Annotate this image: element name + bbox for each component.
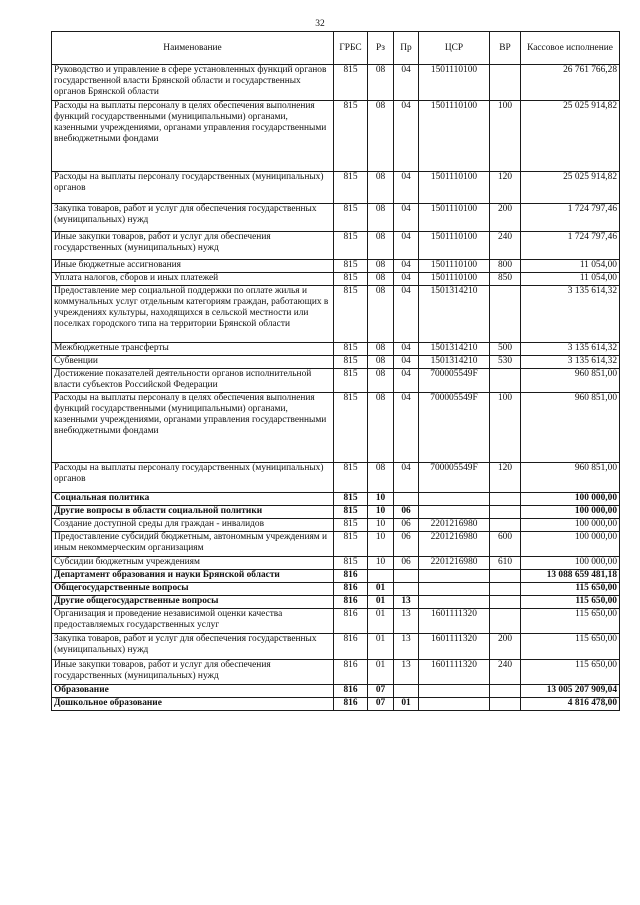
cell-pr: 13 [394,660,419,685]
cell-amount: 100 000,00 [521,519,620,532]
cell-amount: 100 000,00 [521,506,620,519]
cell-grbs: 815 [334,463,368,493]
cell-vr: 200 [490,634,521,660]
table-row [52,356,620,369]
table-row [52,583,620,596]
cell-csr: 1501110100 [419,232,490,260]
cell-amount: 3 135 614,32 [521,343,620,356]
table-row [52,532,620,557]
cell-amount: 115 650,00 [521,596,620,609]
cell-rz: 08 [368,172,394,204]
cell-rz: 08 [368,369,394,393]
cell-name: Субсидии бюджетным учреждениям [52,557,334,570]
cell-rz: 08 [368,463,394,493]
cell-amount: 26 761 766,28 [521,65,620,101]
table-row [52,519,620,532]
cell-vr: 530 [490,356,521,369]
table-row [52,393,620,463]
cell-grbs: 815 [334,232,368,260]
header-grbs: ГРБС [334,32,368,65]
cell-amount: 3 135 614,32 [521,356,620,369]
cell-rz: 08 [368,286,394,343]
cell-csr: 2201216980 [419,557,490,570]
cell-amount: 115 650,00 [521,609,620,634]
cell-csr: 700005549F [419,463,490,493]
cell-rz: 10 [368,519,394,532]
cell-name: Организация и проведение независимой оценки качества предоставляемых государственных услуг [52,609,334,634]
cell-csr [419,698,490,711]
cell-grbs: 815 [334,356,368,369]
cell-name: Другие вопросы в области социальной политики [52,506,334,519]
cell-rz: 08 [368,343,394,356]
cell-grbs: 815 [334,493,368,506]
cell-name: Социальная политика [52,493,334,506]
cell-csr: 1501110100 [419,65,490,101]
table-row [52,660,620,685]
table-row [52,286,620,343]
cell-amount: 960 851,00 [521,393,620,463]
cell-pr: 04 [394,393,419,463]
cell-csr: 1501314210 [419,343,490,356]
cell-rz: 01 [368,634,394,660]
cell-pr: 04 [394,343,419,356]
cell-pr [394,570,419,583]
cell-name: Иные закупки товаров, работ и услуг для обеспечения государственных (муниципальных) нужд [52,232,334,260]
cell-rz: 01 [368,596,394,609]
cell-name: Иные закупки товаров, работ и услуг для обеспечения государственных (муниципальных) нужд [52,660,334,685]
cell-name: Закупка товаров, работ и услуг для обеспечения государственных (муниципальных) нужд [52,204,334,232]
cell-grbs: 816 [334,596,368,609]
cell-grbs: 815 [334,273,368,286]
table-row [52,698,620,711]
table-body [52,65,620,711]
table-row [52,609,620,634]
table-row [52,493,620,506]
cell-grbs: 816 [334,570,368,583]
cell-pr: 06 [394,506,419,519]
cell-pr [394,493,419,506]
cell-vr: 120 [490,172,521,204]
cell-csr: 1601111320 [419,609,490,634]
cell-pr: 13 [394,596,419,609]
cell-grbs: 815 [334,369,368,393]
cell-vr: 200 [490,204,521,232]
cell-pr: 04 [394,65,419,101]
cell-rz: 08 [368,65,394,101]
cell-vr: 120 [490,463,521,493]
table-row [52,463,620,493]
cell-amount: 3 135 614,32 [521,286,620,343]
cell-name: Уплата налогов, сборов и иных платежей [52,273,334,286]
cell-grbs: 815 [334,506,368,519]
cell-csr: 1501110100 [419,204,490,232]
cell-rz [368,570,394,583]
cell-name: Закупка товаров, работ и услуг для обеспечения государственных (муниципальных) нужд [52,634,334,660]
cell-vr: 240 [490,232,521,260]
cell-pr: 04 [394,260,419,273]
cell-pr: 04 [394,172,419,204]
cell-pr: 06 [394,532,419,557]
cell-rz: 01 [368,660,394,685]
cell-pr: 04 [394,273,419,286]
cell-grbs: 816 [334,583,368,596]
cell-amount: 1 724 797,46 [521,232,620,260]
cell-pr: 04 [394,204,419,232]
cell-vr: 100 [490,101,521,172]
cell-name: Образование [52,685,334,698]
cell-amount: 4 816 478,00 [521,698,620,711]
cell-pr: 06 [394,519,419,532]
cell-name: Расходы на выплаты персоналу в целях обеспечения выполнения функций государственными (муниципальными) органами, казенными учреждениями, органами управления государственными внебюджетными фондами [52,393,334,463]
cell-csr [419,493,490,506]
cell-pr: 04 [394,356,419,369]
cell-amount: 100 000,00 [521,532,620,557]
cell-pr [394,583,419,596]
cell-grbs: 815 [334,204,368,232]
cell-grbs: 815 [334,532,368,557]
cell-rz: 07 [368,698,394,711]
cell-vr [490,286,521,343]
cell-amount: 115 650,00 [521,634,620,660]
table-row [52,101,620,172]
cell-pr: 04 [394,369,419,393]
cell-name: Общегосударственные вопросы [52,583,334,596]
cell-csr: 1501314210 [419,286,490,343]
header-row [52,32,620,65]
cell-rz: 08 [368,204,394,232]
cell-rz: 08 [368,393,394,463]
cell-amount: 25 025 914,82 [521,101,620,172]
table-row [52,273,620,286]
cell-rz: 08 [368,101,394,172]
header-pr: Пр [394,32,419,65]
cell-vr [490,65,521,101]
cell-amount: 960 851,00 [521,463,620,493]
cell-rz: 08 [368,356,394,369]
cell-rz: 01 [368,609,394,634]
cell-rz: 10 [368,532,394,557]
cell-grbs: 815 [334,172,368,204]
cell-pr: 04 [394,101,419,172]
cell-csr: 1501314210 [419,356,490,369]
cell-vr [490,506,521,519]
cell-pr [394,685,419,698]
cell-vr [490,685,521,698]
header-amount: Кассовое исполнение [521,32,620,65]
table-row [52,232,620,260]
table-row [52,65,620,101]
cell-rz: 10 [368,493,394,506]
cell-pr: 04 [394,463,419,493]
cell-vr [490,583,521,596]
cell-amount: 115 650,00 [521,660,620,685]
cell-csr [419,685,490,698]
cell-grbs: 816 [334,660,368,685]
cell-vr [490,570,521,583]
cell-grbs: 816 [334,698,368,711]
cell-vr [490,698,521,711]
cell-pr: 13 [394,634,419,660]
cell-vr [490,596,521,609]
cell-csr: 700005549F [419,369,490,393]
cell-rz: 01 [368,583,394,596]
cell-csr: 2201216980 [419,532,490,557]
table-row [52,506,620,519]
cell-name: Межбюджетные трансферты [52,343,334,356]
cell-name: Расходы на выплаты персоналу государственных (муниципальных) органов [52,463,334,493]
cell-grbs: 815 [334,101,368,172]
cell-rz: 08 [368,260,394,273]
cell-grbs: 815 [334,260,368,273]
table-row [52,557,620,570]
cell-name: Дошкольное образование [52,698,334,711]
cell-rz: 10 [368,557,394,570]
cell-name: Субвенции [52,356,334,369]
budget-table [51,31,620,711]
cell-grbs: 815 [334,393,368,463]
cell-amount: 115 650,00 [521,583,620,596]
table-row [52,260,620,273]
cell-amount: 1 724 797,46 [521,204,620,232]
table-row [52,343,620,356]
cell-csr: 1501110100 [419,172,490,204]
cell-grbs: 816 [334,634,368,660]
cell-csr: 1601111320 [419,660,490,685]
cell-csr: 700005549F [419,393,490,463]
cell-grbs: 816 [334,609,368,634]
cell-grbs: 816 [334,685,368,698]
table-row [52,172,620,204]
cell-grbs: 815 [334,286,368,343]
page-number: 32 [315,19,325,29]
cell-vr: 800 [490,260,521,273]
cell-vr: 600 [490,532,521,557]
cell-vr [490,369,521,393]
cell-csr: 1501110100 [419,101,490,172]
table-row [52,570,620,583]
cell-name: Достижение показателей деятельности органов исполнительной власти субъектов Российской Федерации [52,369,334,393]
cell-amount: 100 000,00 [521,493,620,506]
cell-rz: 08 [368,232,394,260]
cell-csr: 1601111320 [419,634,490,660]
cell-amount: 25 025 914,82 [521,172,620,204]
cell-name: Создание доступной среды для граждан - инвалидов [52,519,334,532]
cell-pr: 06 [394,557,419,570]
cell-vr: 610 [490,557,521,570]
header-vr: ВР [490,32,521,65]
cell-rz: 10 [368,506,394,519]
cell-name: Предоставление субсидий бюджетным, автономным учреждениям и иным некоммерческим организациям [52,532,334,557]
cell-csr [419,570,490,583]
header-name: Наименование [52,32,334,65]
cell-name: Руководство и управление в сфере установленных функций органов государственной власти Брянской области и государственных органов Брянской области [52,65,334,101]
cell-grbs: 815 [334,343,368,356]
cell-csr [419,506,490,519]
cell-pr: 04 [394,286,419,343]
header-rz: Рз [368,32,394,65]
cell-grbs: 815 [334,65,368,101]
header-csr: ЦСР [419,32,490,65]
cell-amount: 11 054,00 [521,273,620,286]
cell-amount: 13 005 207 909,04 [521,685,620,698]
cell-amount: 11 054,00 [521,260,620,273]
cell-pr: 01 [394,698,419,711]
cell-rz: 07 [368,685,394,698]
table-row [52,204,620,232]
cell-name: Другие общегосударственные вопросы [52,596,334,609]
cell-vr [490,519,521,532]
cell-pr: 13 [394,609,419,634]
cell-amount: 960 851,00 [521,369,620,393]
cell-csr [419,596,490,609]
cell-grbs: 815 [334,519,368,532]
table-row [52,685,620,698]
cell-name: Расходы на выплаты персоналу в целях обеспечения выполнения функций государственными (муниципальными) органами, казенными учреждениями, органами управления государственными внебюджетными фондами [52,101,334,172]
cell-vr: 100 [490,393,521,463]
cell-csr: 2201216980 [419,519,490,532]
cell-name: Иные бюджетные ассигнования [52,260,334,273]
cell-vr [490,609,521,634]
cell-amount: 100 000,00 [521,557,620,570]
cell-csr: 1501110100 [419,260,490,273]
cell-name: Расходы на выплаты персоналу государственных (муниципальных) органов [52,172,334,204]
table-row [52,596,620,609]
cell-name: Департамент образования и науки Брянской области [52,570,334,583]
cell-vr [490,493,521,506]
cell-name: Предоставление мер социальной поддержки по оплате жилья и коммунальных услуг отдельным категориям граждан, работающих в учреждениях культуры, находящихся в сельской местности или поселках городского типа на территории Брянской области [52,286,334,343]
cell-pr: 04 [394,232,419,260]
cell-grbs: 815 [334,557,368,570]
table-row [52,369,620,393]
cell-rz: 08 [368,273,394,286]
cell-vr: 240 [490,660,521,685]
cell-amount: 13 088 659 481,18 [521,570,620,583]
cell-csr [419,583,490,596]
table-row [52,634,620,660]
cell-vr: 850 [490,273,521,286]
cell-vr: 500 [490,343,521,356]
cell-csr: 1501110100 [419,273,490,286]
